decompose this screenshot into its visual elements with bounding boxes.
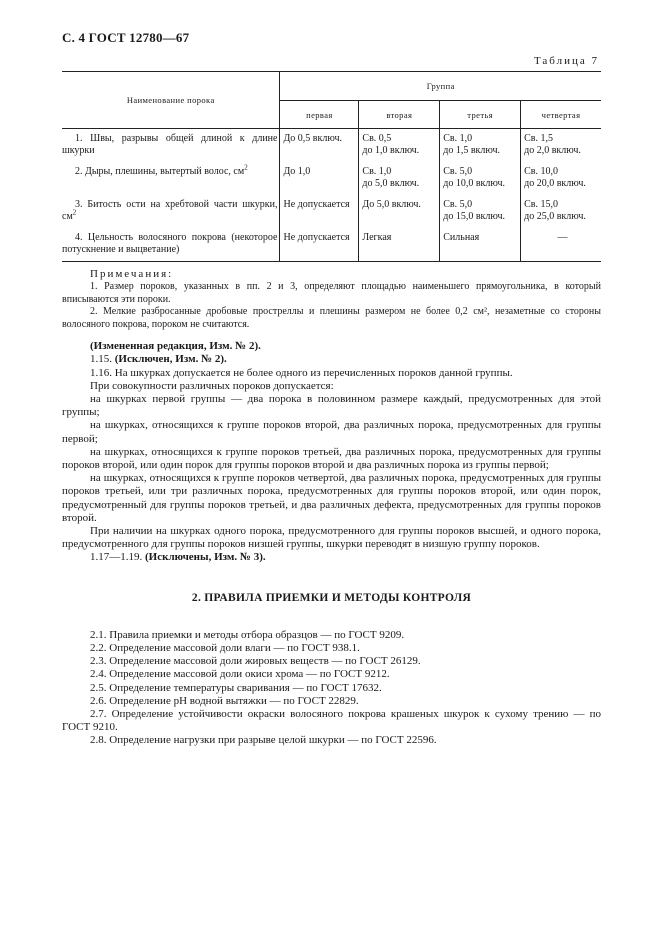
col-header-third: третья [440, 101, 521, 129]
col-header-name: Наименование порока [62, 72, 280, 129]
notes-title: Примечания: [90, 268, 174, 280]
section-item: 2.8. Определение нагрузки при разрыве целой шкурки — по ГОСТ 22596. [90, 734, 437, 747]
body-text [62, 268, 601, 748]
table-cell: До 0,5 включ. [283, 133, 342, 144]
defect-name-wrap [62, 199, 277, 223]
clause-number: 1.15. [90, 353, 112, 366]
paragraph: на шкурках, относящихся к группе пороков третьей, два различных порока, предусмотренных для группы пороков второй, или один порок для группы пороков второй и два различных порока из группы первой; [62, 445, 601, 472]
section-item: 2.3. Определение массовой доли жировых веществ — по ГОСТ 26129. [90, 655, 421, 668]
table-cell: Св. 1,5 [524, 133, 554, 144]
note-item: 2. Мелкие разбросанные дробовые простреллы и плешины размером не более 0,2 см², незаметные со стороны волосяного покрова, пороком не считаются. [62, 306, 601, 330]
table-cell: до 5,0 включ. [362, 178, 420, 189]
table-row [62, 228, 601, 261]
paragraph: При совокупности различных пороков допускается: [90, 379, 334, 392]
table-cell: Св. 10,0 [524, 166, 559, 177]
section-item: 2.5. Определение температуры сваривания — по ГОСТ 17632. [90, 681, 382, 694]
table-cell: Не допускается [283, 232, 350, 243]
section-item: 2.2. Определение массовой доли влаги — по ГОСТ 938.1. [90, 642, 360, 655]
paragraph: При наличии на шкурках одного порока, предусмотренного для группы пороков высшей, и одного порока, предусмотренного для группы пороков низшей группы, шкурки переводят в низшую группу пороков. [62, 525, 601, 551]
defect-name: 2. Дыры, плешины, вытертый волос, см [75, 166, 245, 177]
col-header-second: вторая [359, 101, 440, 129]
page-header: С. 4 ГОСТ 12780—67 [62, 30, 190, 45]
table-cell: Не допускается [283, 199, 350, 210]
table-cell: до 10,0 включ. [443, 178, 506, 189]
clause-status: (Исключен, Изм. № 2). [114, 353, 227, 366]
paragraph-1-17 [62, 551, 601, 564]
table-cell: До 1,0 [283, 166, 311, 177]
section-item: 2.4. Определение массовой доли окиси хрома — по ГОСТ 9212. [90, 668, 390, 681]
table-cell: до 2,0 включ. [524, 145, 581, 156]
table-cell: Св. 15,0 [524, 199, 559, 210]
table-row [62, 195, 601, 228]
table-cell: Св. 1,0 [362, 166, 392, 177]
note-item: 1. Размер пороков, указанных в пп. 2 и 3, определяют площадью наименьшего прямоугольника, в который вписываются эти пороки. [62, 281, 601, 305]
table-cell: До 5,0 включ. [362, 199, 421, 210]
edit-note: (Измененная редакция, Изм. № 2). [90, 340, 261, 353]
defect-name: 4. Цельность волосяного покрова (некоторое потускнение и выцветание) [62, 232, 278, 255]
table-cell: до 1,0 включ. [362, 145, 420, 156]
col-header-fourth: четвертая [521, 101, 601, 129]
unit-superscript: 2 [72, 208, 77, 217]
table-cell: Сильная [443, 232, 480, 243]
defect-name: 1. Швы, разрывы общей длиной к длине шкурки [62, 133, 278, 156]
defect-name-wrap [62, 163, 277, 178]
clause-number: 1.17—1.19. [90, 551, 143, 564]
clause-status: (Исключены, Изм. № 3). [145, 551, 266, 564]
defect-name: 3. Битость ости на хребтовой части шкурки, см [62, 199, 278, 222]
section-item: 2.7. Определение устойчивости окраски волосяного покрова крашеных шкурок к сухому трению — по ГОСТ 9210. [62, 708, 601, 734]
paragraph: на шкурках, относящихся к группе пороков четвертой, два различных порока, предусмотренных для группы пороков третьей, или три различных порока, предусмотренных для группы пороков второй, или один порок, предусмотренный для группы пороков третьей, и два различных дефекта, предусмотренных для группы пороков второй. [62, 472, 601, 524]
section-item: 2.6. Определение рН водной вытяжки — по ГОСТ 22829. [90, 694, 359, 707]
table-row [62, 162, 601, 195]
table-row [62, 129, 601, 163]
paragraph-1-15 [62, 353, 601, 366]
table-cell: до 25,0 включ. [524, 211, 586, 222]
table-cell: до 15,0 включ. [443, 211, 506, 222]
paragraph: на шкурках, относящихся к группе пороков второй, два различных порока, предусмотренных для группы первой; [62, 419, 601, 445]
table-cell: Св. 1,0 [443, 133, 473, 144]
table-cell: до 1,5 включ. [443, 145, 501, 156]
table-cell: Св. 0,5 [362, 133, 392, 144]
col-header-first: первая [280, 101, 359, 129]
table-cell: до 20,0 включ. [524, 178, 586, 189]
section-item: 2.1. Правила приемки и методы отбора образцов — по ГОСТ 9209. [90, 628, 405, 641]
defects-table [62, 71, 601, 262]
table-cell: — [557, 232, 568, 243]
table-cell: Св. 5,0 [443, 199, 473, 210]
paragraph-1-16: 1.16. На шкурках допускается не более одного из перечисленных пороков данной группы. [90, 366, 513, 379]
table-cell: Легкая [362, 232, 392, 243]
table-caption: Таблица 7 [533, 55, 599, 67]
section-title: 2. ПРАВИЛА ПРИЕМКИ И МЕТОДЫ КОНТРОЛЯ [191, 591, 472, 604]
paragraph: на шкурках первой группы — два порока в половинном размере каждый, предусмотренных для этой группы; [62, 393, 601, 419]
unit-superscript: 2 [244, 163, 248, 172]
col-header-group: Группа [280, 72, 601, 101]
table-cell: Св. 5,0 [443, 166, 473, 177]
